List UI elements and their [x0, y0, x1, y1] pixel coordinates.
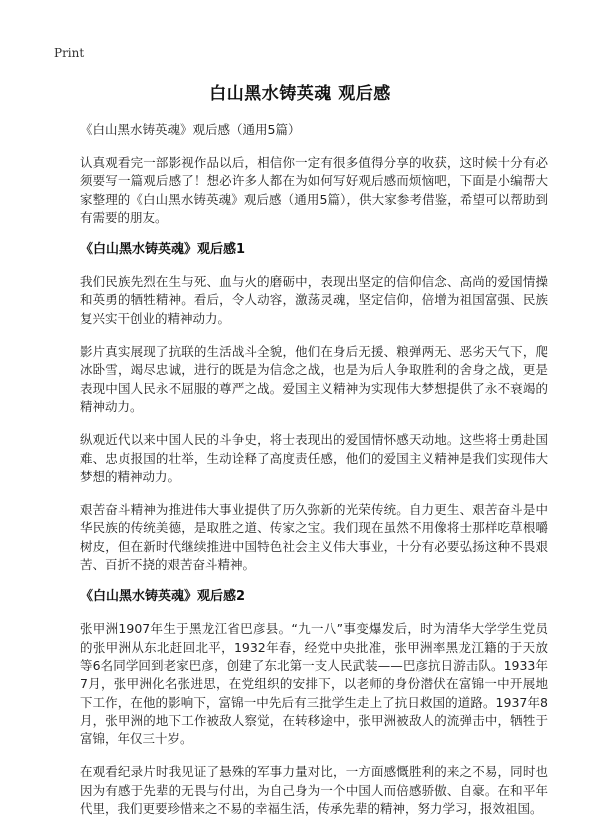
- section-1-paragraph-1: 我们民族先烈在生与死、血与火的磨砺中，表现出坚定的信仰信念、高尚的爱国情操和英勇的牺牲精神。看后，令人动容，激荡灵魂，坚定信仰，倍增为祖国富强、民族复兴实干创业的精神动力。: [80, 274, 548, 326]
- section-1-paragraph-2: 影片真实展现了抗联的生活战斗全貌，他们在身后无援、粮弹两无、恶劣天气下，爬冰卧雪，竭尽忠诚，进行的既是为信念之战，也是为后人争取胜利的舍身之战，更是表现中国人民永不屈服的尊严之战。爱国主义精神为实现伟大梦想提供了永不衰竭的精神动力。: [80, 344, 548, 414]
- section-2-paragraph-1: 张甲洲1907年生于黑龙江省巴彦县。“九一八”事变爆发后，时为清华大学学生党员的张甲洲从东北赶回北平，1932年春，经党中央批准，张甲洲率黑龙江籍的于天放等6名同学回到老家巴彦，创建了东北第一支人民武装——巴彦抗日游击队。1933年7月，张甲洲化名张进思，在党组织的安排下，以老师的身份潜伏在富锦一中开展地下工作，在他的影响下，富锦一中先后有三批学生走上了抗日救国的道路。1937年8月，张甲洲的地下工作被敌人察觉，在转移途中，张甲洲被敌人的流弹击中，牺牲于富锦，年仅三十岁。: [80, 621, 548, 747]
- section-1-paragraph-3: 纵观近代以来中国人民的斗争史，将士表现出的爱国情怀感天动地。这些将士勇赴国难、忠贞报国的壮举，生动诠释了高度责任感，他们的爱国主义精神是我们实现伟大梦想的精神动力。: [80, 432, 548, 484]
- section-heading-2: 《白山黑水铸英魂》观后感2: [80, 589, 246, 605]
- page-title: 白山黑水铸英魂 观后感: [209, 84, 391, 104]
- section-heading-1: 《白山黑水铸英魂》观后感1: [80, 242, 246, 258]
- section-2-paragraph-2: 在观看纪录片时我见证了悬殊的军事力量对比，一方面感慨胜利的来之不易，同时也因为有感于先辈的无畏与付出，为自己身为一个中国人而倍感骄傲、自豪。在和平年代里，我们更要珍惜来之不易的幸福生活，传承先辈的精神，努力学习，报效祖国。: [80, 764, 548, 817]
- section-1-paragraph-4: 艰苦奋斗精神为推进伟大事业提供了历久弥新的光荣传统。自力更生、艰苦奋斗是中华民族的传统美德，是取胜之道、传家之宝。我们现在虽然不用像将士那样吃草根嚼树皮，但在新时代继续推进中国特色社会主义伟大事业，十分有必要弘扬这种不畏艰苦、百折不挠的艰苦奋斗精神。: [80, 502, 548, 573]
- intro-paragraph: 认真观看完一部影视作品以后，相信你一定有很多值得分享的收获，这时候十分有必须要写一篇观后感了！想必许多人都在为如何写好观后感而烦恼吧，下面是小编帮大家整理的《白山黑水铸英魂》观后感（通用5篇），供大家参考借鉴，希望可以帮助到有需要的朋友。: [80, 155, 548, 225]
- print-link[interactable]: Print: [54, 46, 85, 60]
- document-body: [80, 122, 548, 828]
- document-subtitle: 《白山黑水铸英魂》观后感（通用5篇）: [80, 122, 301, 137]
